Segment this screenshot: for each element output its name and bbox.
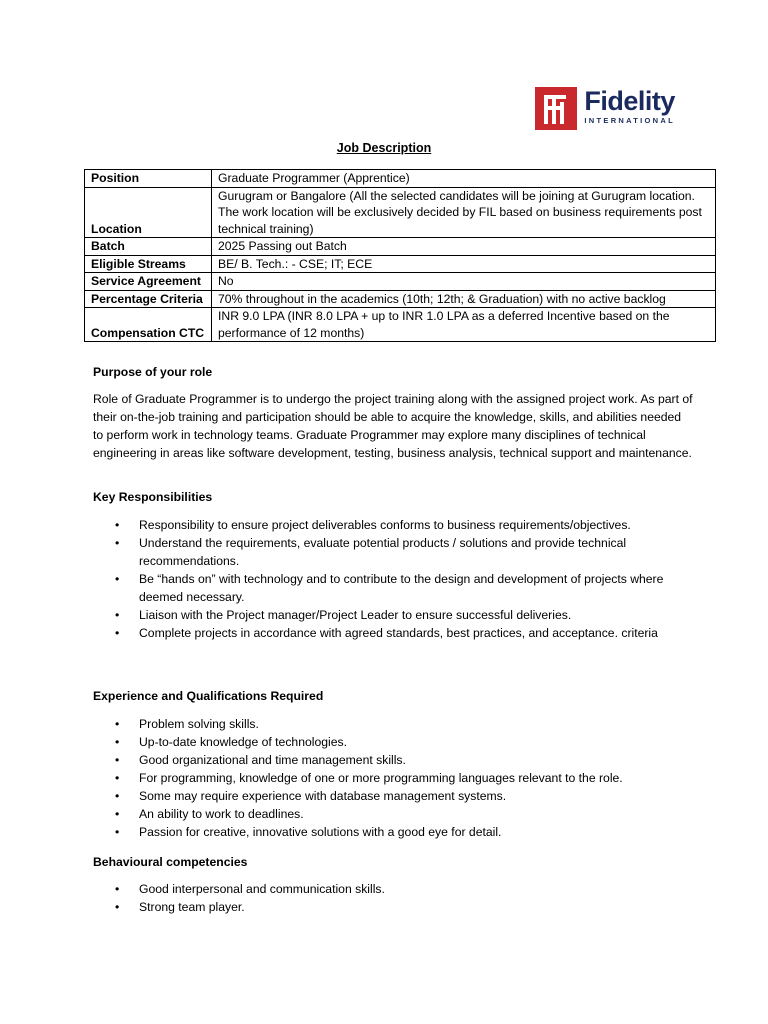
list-item: • Good interpersonal and communication skills.	[93, 880, 693, 898]
table-row	[85, 238, 716, 256]
fidelity-mark-icon	[535, 87, 577, 130]
list-item: • Understand the requirements, evaluate potential products / solutions and provide technical recommendations.	[93, 534, 693, 570]
list-item: • Complete projects in accordance with agreed standards, best practices, and acceptance. criteria	[93, 624, 693, 642]
experience-heading: Experience and Qualifications Required	[93, 689, 324, 703]
list-item: • An ability to work to deadlines.	[93, 805, 693, 823]
responsibilities-heading: Key Responsibilities	[93, 490, 213, 504]
table-key: Compensation CTC	[85, 308, 212, 342]
table-key: Position	[85, 170, 212, 188]
list-item: • Up-to-date knowledge of technologies.	[93, 733, 693, 751]
table-value: INR 9.0 LPA (INR 8.0 LPA + up to INR 1.0 LPA as a deferred Incentive based on the performance of 12 months)	[212, 308, 716, 342]
table-value: Gurugram or Bangalore (All the selected candidates will be joining at Gurugram location. The work location will be exclusively decided by FIL based on business requirements post technical training)	[212, 187, 716, 238]
experience-list	[93, 715, 693, 841]
list-item: • Good organizational and time management skills.	[93, 751, 693, 769]
table-key: Service Agreement	[85, 273, 212, 291]
table-row	[85, 187, 716, 238]
table-key: Eligible Streams	[85, 255, 212, 273]
list-item: • Strong team player.	[93, 898, 693, 916]
table-key: Batch	[85, 238, 212, 256]
table-row	[85, 290, 716, 308]
behaviour-heading: Behavioural competencies	[93, 855, 248, 869]
table-key: Location	[85, 187, 212, 238]
list-item: • For programming, knowledge of one or more programming languages relevant to the role.	[93, 769, 693, 787]
table-row	[85, 273, 716, 291]
table-value: No	[212, 273, 716, 291]
page-title: Job Description	[336, 141, 432, 155]
behaviour-list	[93, 880, 693, 916]
purpose-heading: Purpose of your role	[93, 365, 213, 379]
table-value: BE/ B. Tech.: - CSE; IT; ECE	[212, 255, 716, 273]
job-info-table	[84, 169, 716, 342]
list-item: • Liaison with the Project manager/Project Leader to ensure successful deliveries.	[93, 606, 693, 624]
table-row	[85, 170, 716, 188]
table-key: Percentage Criteria	[85, 290, 212, 308]
purpose-text: Role of Graduate Programmer is to undergo the project training along with the assigned project work. As part of their on-the-job training and participation should be able to acquire the knowledge, skills, and abilities needed to perform work in technology teams. Graduate Programmer may explore many disciplines of technical engineering in areas like software development, testing, business analysis, technical support and maintenance.	[93, 392, 693, 460]
list-item: • Passion for creative, innovative solutions with a good eye for detail.	[93, 823, 693, 841]
logo-wordmark: Fidelity	[584, 86, 675, 116]
list-item: • Be “hands on” with technology and to contribute to the design and development of projects where deemed necessary.	[93, 570, 693, 606]
table-row	[85, 255, 716, 273]
fidelity-logo	[535, 87, 675, 131]
list-item: • Problem solving skills.	[93, 715, 693, 733]
table-row	[85, 308, 716, 342]
logo-subtitle: INTERNATIONAL	[584, 116, 675, 125]
table-value: 70% throughout in the academics (10th; 12th; & Graduation) with no active backlog	[212, 290, 716, 308]
responsibilities-list	[93, 516, 693, 642]
table-value: Graduate Programmer (Apprentice)	[212, 170, 716, 188]
table-value: 2025 Passing out Batch	[212, 238, 716, 256]
list-item: • Responsibility to ensure project deliverables conforms to business requirements/objectives.	[93, 516, 693, 534]
list-item: • Some may require experience with database management systems.	[93, 787, 693, 805]
